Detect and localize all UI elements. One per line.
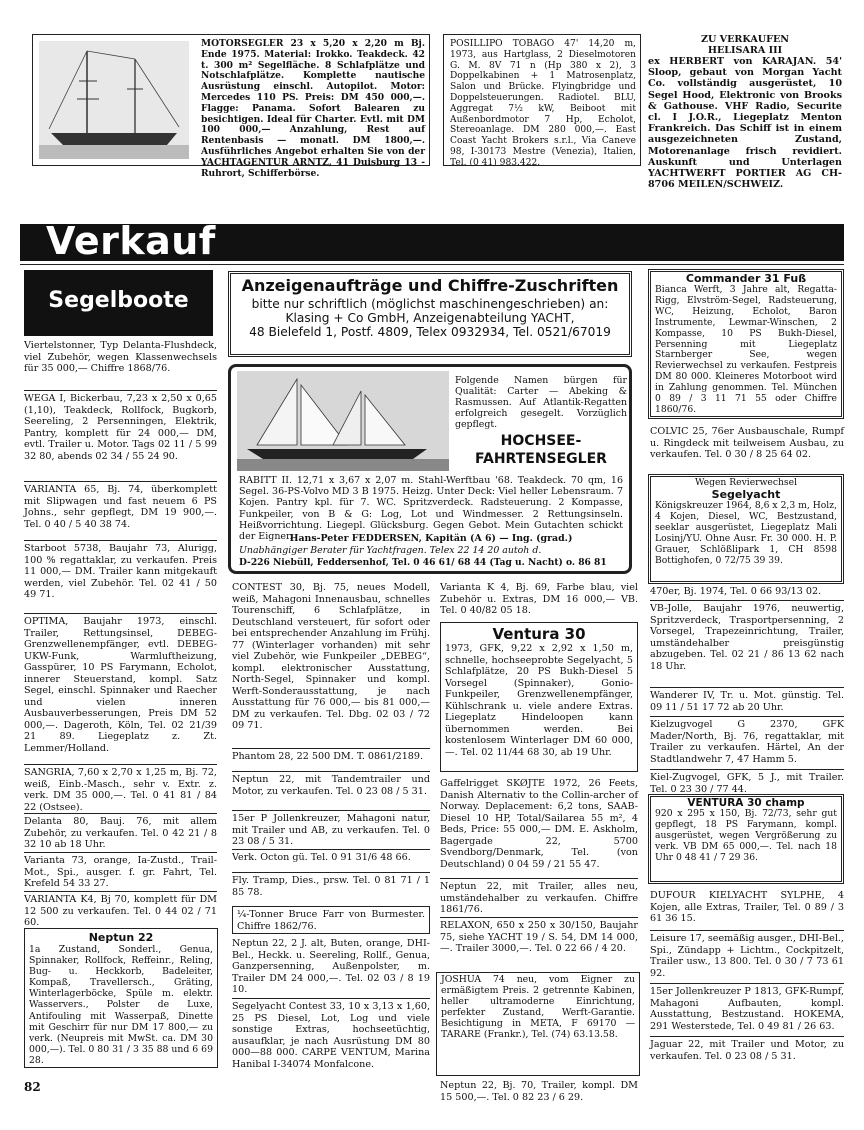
divider — [24, 390, 217, 391]
ad-posillipo-text: POSILLIPO TOBAGO 47' 14,20 m, 1973, aus Hartglass, 2 Dieselmotoren G. M. 8V 71 n (Hp 380 x 2), 3 Doppelkabinen + 1 Matrosenplatz, Salon und Brücke. Flyingbridge und Doppelsteuerungen. Radiotel. BLU, Aggregat 7½ kW, Beiboot mit Außenbordmotor 7 Hp, Echolot, Stereoanlage. DM 280 000,—. East Coast Yacht Brokers s.r.l., Via Caneve 98, I-30173 Mestre (Venezia), Italien, Tel. (0 41) 983.422. — [450, 39, 636, 168]
divider — [232, 998, 430, 999]
ad-neptun-heading: Neptun 22 — [88, 931, 154, 944]
ad-motorsegler-box — [32, 34, 430, 179]
ad-feddersen-title1: HOCHSEE- — [500, 433, 582, 449]
divider — [232, 771, 430, 772]
divider — [232, 872, 430, 873]
divider — [232, 849, 430, 850]
ad-fly-tramp: Fly. Tramp, Dies., prsw. Tel. 0 81 71 / 1 85 78. — [232, 875, 430, 898]
ad-segelyacht-box — [648, 474, 844, 584]
notice-title: Anzeigenaufträge und Chiffre-Zuschriften — [241, 276, 619, 295]
col2b-ads — [232, 938, 430, 1070]
ad-helisara-heading: ZU VERKAUFEN — [700, 34, 790, 45]
subsection-title: Segelboote — [48, 288, 189, 313]
ad-feddersen-sig1: Hans-Peter FEDDERSEN, Kapitän (A 6) — Ing. (grad.) — [289, 533, 573, 544]
ad-neptun-text: 1a Zustand, Sonderl., Genua, Spinnaker, Rollfock, Reffeinr., Reling, Bug- u. Heckkorb, Badeleiter, Kompaß, Travellersch., Gräting, Winterlagerböcke, Spüle m. elektr. Wasservers., Polster de Luxe, Antifouling mit Wasserpaß, Dinette mit Geschirr für nur DM 17 800,— zu verk. (Neupreis mit MwSt. ca. DM 30 000,—). Tel. 0 80 31 / 3 35 88 und 6 69 28. — [29, 944, 213, 1066]
ad-ventura-box — [440, 622, 638, 772]
divider — [232, 748, 430, 749]
ad-delanta: Delanta 80, Bauj. 76, mit allem Zubehör, zu verkaufen. Tel. 0 42 21 / 8 32 10 ab 18 Uhr. — [24, 816, 217, 850]
divider — [650, 1036, 844, 1037]
ad-segelyacht-heading: Segelyacht — [711, 488, 781, 501]
ad-ventura-heading: Ventura 30 — [492, 625, 586, 643]
banner-rule — [20, 264, 844, 265]
subsection-banner — [24, 270, 213, 336]
ad-jollenkreuzer-15er: 15er P Jollenkreuzer, Mahagoni natur, mit Trailer und AB, zu verkaufen. Tel. 0 23 08 / 5 31. — [232, 813, 430, 847]
divider — [232, 810, 430, 811]
ad-commander-box — [648, 269, 844, 419]
ad-ventura-champ-box — [648, 794, 844, 884]
notice-box — [228, 271, 632, 357]
ad-helisara-name: HELISARA III — [707, 45, 783, 56]
ad-contest-30: CONTEST 30, Bj. 75, neues Modell, weiß, Mahagoni Innenausbau, schnelles Tourenschiff, 6 Schlafplätze, in Deutschland versteuert, für sofort oder bei entsprechender Anzahlung im Frühj. 77 (Winterlager vorhanden) mit sehr viel Zubehör, wie Funkpeiler „DEBEG“, kompl. elektronischer Ausstattung, North-Segel, Spinnaker und kompl. Werft-Sonderausstattung, je nach Ausstattung für 76 000,— bis 81 000,— DM zu verkaufen. Tel. Dbg. 02 03 / 72 09 71. — [232, 582, 430, 731]
divider — [440, 917, 638, 918]
ad-feddersen-title2: FAHRTENSEGLER — [475, 451, 607, 467]
col4b-ads — [650, 890, 844, 1062]
ad-vb-jolle: VB-Jolle, Baujahr 1976, neuwertig, Spritzverdeck, Trasportpersenning, 2 Vorsegel, Trapezeinrichtung, Trailer, umständehalber preisgünstig abzugeben. Tel. 02 21 / 86 13 62 nach 18 Uhr. — [650, 603, 844, 672]
ad-colvic: COLVIC 25, 76er Ausbauschale, Rumpf u. Ringdeck mit teilweisem Ausbau, zu verkaufen. Tel. 0 30 / 8 25 64 02. — [650, 426, 844, 460]
section-title: Verkauf — [46, 219, 216, 263]
ad-commander-text: Bianca Werft, 3 Jahre alt, Regatta-Rigg, Elvström-Segel, Radsteuerung, WC, Heizung, Echolot, Baron Instrumente, Lewmar-Winschen, 2 Kompasse, 10 PS Bukh-Diesel, Persenning mit Liegeplatz Starnberger See, wegen Revierwechsel zu verkaufen. Festpreis DM 80 000. Kleineres Motorboot wird in Zahlung genommen. Tel. München 0 89 / 3 11 71 55 oder Chiffre 1860/76. — [655, 284, 837, 415]
col3b-ads — [440, 778, 638, 970]
divider — [24, 764, 217, 765]
ad-feddersen-text: RABITT II. 12,71 x 3,67 x 2,07 m. Stahl-Werftbau '68. Teakdeck. 70 qm, 16 Segel. 36-PS-Volvo MD 3 B 1975. Heizg. Unter Deck: Viel heller Lebensraum. 7 Kojen. Pantry kpl. für 7. WC. Spritzverdeck. Radsteuerung. 2 Kompasse, Funkpeiler, von B & G: Log, Lot und Windmesser. 2 Rettungsinseln. Heißvorrichtung. Liegepl. Glücksburg. Gegen Gebot. Mein Gutachten schickt der Eigner. — [239, 475, 623, 543]
ad-470er: 470er, Bj. 1974, Tel. 0 66 93/13 02. — [650, 586, 822, 597]
ad-feddersen-intro: Folgende Namen bürgen für Qualität: Carter — Abeking & Rasmussen. Auf Atlantik-Regatten erfolgreich gesegelt. Vorzüglich gepflegt. — [455, 375, 627, 430]
ad-segelyacht-text: Königskreuzer 1964, 8,6 x 2,3 m, Holz, 4 Kojen, Diesel, WC, Bestzustand, seeklar ausgerüstet, Liegeplatz Mali Losinj/YU. Ohne Ausr. Fr. 30 000. H. P. Grauer, Schlößlipark 1, CH 8598 Bottighofen, 0 72/75 39 39. — [655, 500, 837, 566]
ad-jollenkreuzer-p1813: 15er Jollenkreuzer P 1813, GFK-Rumpf, Mahagoni Aufbauten, kompl. Ausstattung, Bestzustand. HOKEMA, 291 Westerstede, Tel. 0 49 81 / 26 63. — [650, 986, 844, 1032]
sailing-ship-photo — [39, 41, 189, 159]
ad-joshua-box: JOSHUA 74 neu, vom Eigner zu ermäßigtem Preis. 2 getrennte Kabinen, heller ultramoderne Einrichtung, perfekter Zustand, Werft-Garantie. Besichtigung in META, F 69170 — TARARE (Frankr.), Tel. (74) 63.13.58. — [436, 972, 640, 1076]
ad-kiel-zugvogel: Kiel-Zugvogel, GFK, 5 J., mit Trailer. Tel. 0 23 30 / 77 44. — [650, 772, 844, 795]
ad-neptun-bj70: Neptun 22, Bj. 70, Trailer, kompl. DM 15 500,—. Tel. 0 82 23 / 6 29. — [440, 1080, 638, 1103]
ad-varianta-k4: VARIANTA K4, Bj 70, komplett für DM 12 500 zu verkaufen. Tel. 0 44 02 / 71 60. — [24, 894, 217, 928]
ad-contest-33: Segelyacht Contest 33, 10 x 3,13 x 1,60, 25 PS Diesel, Lot, Log und viele sonstige Extras, hochseetüchtig, ausaufklar, je nach Ausrüstung DM 80 000—88 000. CARPE VENTUM, Marina Hanibal I-34074 Monfalcone. — [232, 1001, 430, 1070]
ad-kielzugvogel: Kielzugvogel G 2370, GFK Mader/North, Bj. 76, regattaklar, mit Trailer zu verkaufen. Härtel, An der Stadtlandwehr 7, 47 Hamm 5. — [650, 719, 844, 765]
section-banner — [20, 219, 844, 263]
divider — [24, 813, 217, 814]
ad-neptun-2jalt: Neptun 22, 2 J. alt, Buten, orange, DHI-Bel., Heckk. u. Seereling, Rollf., Genua, Ganzpersenning, Außenpolster, m. Trailer DM 24 000,—. Tel. 02 03 / 8 19 10. — [232, 938, 430, 995]
notice-line1: bitte nur schriftlich (möglichst maschinengeschrieben) an: — [251, 297, 609, 311]
ad-ventura-champ-text: 920 x 295 x 150, Bj. 72/73, sehr gut gepflegt, 18 PS Farymann, kompl. ausgerüstet, wegen Vergrößerung zu verk. VB DM 65 000,—. Tel. nach 18 Uhr 0 48 41 / 7 29 36. — [655, 808, 837, 863]
divider — [650, 716, 844, 717]
ad-neptun-tandem: Neptun 22, mit Tandemtrailer und Motor, zu verkaufen. Tel. 0 23 08 / 5 31. — [232, 774, 430, 797]
ad-viertelstonner: Viertelstonner, Typ Delanta-Flushdeck, viel Zubehör, wegen Klassenwechsels für 35 000,— Chiffre 1868/76. — [24, 340, 217, 374]
ad-leisure: Leisure 17, seemäßig ausger., DHI-Bel., Spi., Zündapp + Lichtm., Cockpitzelt, Trailer usw., 13 800. Tel. 0 30 / 7 73 61 92. — [650, 933, 844, 979]
divider — [650, 600, 844, 601]
divider — [24, 613, 217, 614]
ad-ventura-champ-heading: VENTURA 30 champ — [687, 797, 805, 809]
ad-helisara-text: ex HERBERT von KARAJAN. 54' Sloop, gebaut von Morgan Yacht Co. vollständig ausgerüstet, 10 Segel Hood, Elektronic von Brooks & Gathouse. VHF Radio, Securite cl. I J.O.R., Liegeplatz Menton Frankreich. Das Schiff ist in einem ausgezeichneten Zustand, Motorenanlage frisch revidiert. Auskunft und Unterlagen YACHTWERFT PORTIER AG CH-8706 MEILEN/SCHWEIZ. — [648, 56, 842, 191]
ad-motorsegler-text: MOTORSEGLER 23 x 5,20 x 2,20 m Bj. Ende 1975. Material: Irokko. Teakdeck. 42 t. 300 m² Segelfläche. 8 Schlafplätze und Notschlafplätze. Komplette nautische Ausrüstung einschl. Autopilot. Motor: Mercedes 110 PS. Preis: DM 450 000,—. Flagge: Panama. Sofort Balearen zu besichtigen. Ideal für Charter. Evtl. mit DM 100 000,— Anzahlung, Rest auf Rentenbasis — monatl. DM 1800,—. Ausführliches Angebot erhalten Sie von der YACHTAGENTUR ARNTZ, 41 Duisburg 13 - Ruhrort, Schifferbörse. — [201, 38, 425, 179]
divider — [650, 769, 844, 770]
ad-varianta-k4-blau: Varianta K 4, Bj. 69, Farbe blau, viel Zubehör u. Extras, DM 16 000,— VB. Tel. 0 40/82 05 18. — [440, 582, 638, 616]
col2-ads — [232, 582, 430, 901]
ad-segelyacht-pre: Wegen Revierwechsel — [694, 477, 798, 488]
ad-jaguar: Jaguar 22, mit Trailer und Motor, zu verkaufen. Tel. 0 23 08 / 5 31. — [650, 1039, 844, 1062]
ad-relaxon: RELAXON, 650 x 250 x 30/150, Baujahr 75, siehe YACHT 19 / S. 54, DM 14 000,—. Trailer 3000,—. Tel. 0 22 66 / 4 20. — [440, 920, 638, 954]
ad-varianta-73: Varianta 73, orange, Ia-Zustd., Trail-Mot., Spi., ausger. f. gr. Fahrt, Tel. Krefeld 54 33 27. — [24, 855, 217, 889]
divider — [440, 878, 638, 879]
ad-wega: WEGA I, Bickerbau, 7,23 x 2,50 x 0,65 (1,10), Teakdeck, Rollfock, Bugkorb, Seereling, 2 Persenningen, Elektrik, Pantry, komplett für 24 000,— DM, evtl. Trailer u. Motor. Tags 02 11 / 5 99 32 80, abends 02 34 / 55 24 90. — [24, 393, 217, 462]
ad-skojte: Gaffelrigget SKØJTE 1972, 26 Feets, Danish Alternativ to the Collin-archer of Norway. Deplacement: 6,2 tons, SAAB-Diesel 10 HP, Total/Sailarea 55 m², 4 Beds, Price: 55 000,— DM. E. Askholm, Bagergade 22, 5700 Svendborg/Denmark, Tel. (von Deutschland) 0 04 59 / 21 55 47. — [440, 778, 638, 870]
divider — [650, 930, 844, 931]
page-number: 82 — [24, 1080, 41, 1094]
col4a-ads — [650, 586, 844, 796]
notice-line2: Klasing + Co GmbH, Anzeigenabteilung YACHT, — [285, 311, 575, 325]
yacht-photo — [237, 371, 449, 471]
ad-optima: OPTIMA, Baujahr 1973, einschl. Trailer, Rettungsinsel, DEBEG-Grenzwellenempfänger, evtl. DEBEG-UKW-Funk, Warmluftheizung, Gasspürer, 10 PS Farymann, Echolot, innerer Steuerstand, kompl. Satz Segel, einschl. Spinnaker und Raecher und vielen inneren Ausbauverbesserungen, Preis DM 52 000,—. Dageroth, Köln, Tel. 02 21/39 21 89. Liegeplatz z. Zt. Lemmer/Holland. — [24, 616, 217, 754]
ad-ventura-text: 1973, GFK, 9,22 x 2,92 x 1,50 m, schnelle, hochseeprobte Segelyacht, 5 Schlafplätze, 20 PS Bukh-Diesel 5 Vorsegel (Spinnaker), Gonio-Funkpeiler, Grenzwellenempfänger, Kühlschrank u. viele andere Extras. Liegeplatz Hindeloopen kann übernommen werden. Bei kostenlosem Winterlager DM 60 000,—. Tel. 02 11/44 68 30, ab 19 Uhr. — [445, 643, 633, 758]
ad-neptun-chiffre: Neptun 22, mit Trailer, alles neu, umständehalber zu verkaufen. Chiffre 1861/76. — [440, 881, 638, 915]
divider — [24, 540, 217, 541]
ad-sangria: SANGRIA, 7,60 x 2,70 x 1,25 m, Bj. 72, weiß, Einb.-Masch., sehr v. Extr. z. verk. DM 35 000,—. Tel. 0 41 81 / 84 22 (Ostsee). — [24, 767, 217, 813]
ad-neptun-box — [24, 928, 218, 1068]
divider — [24, 891, 217, 892]
ad-feddersen-box — [228, 364, 632, 574]
ad-posillipo-box — [443, 34, 641, 166]
ad-varianta-65: VARIANTA 65, Bj. 74, überkomplett mit Slipwagen und fast neuem 6 PS Johns., sehr gepflegt, DM 19 900,—. Tel. 0 40 / 5 40 38 74. — [24, 484, 217, 530]
divider — [650, 687, 844, 688]
ad-tonner-box: ¼-Tonner Bruce Farr von Burmester. Chiffre 1862/76. — [232, 906, 430, 934]
ad-starboot: Starboot 5738, Baujahr 73, Alurigg, 100 % regattaklar, zu verkaufen. Preis 11 000,— DM. Trailer kann mitgekauft werden, viel Zubehör. Tel. 02 41 / 50 49 71. — [24, 543, 217, 600]
divider — [24, 852, 217, 853]
ad-feddersen-sig2: Unabhängiger Berater für Yachtfragen. Telex 22 14 20 autoh d. — [239, 545, 542, 556]
col1-ads — [24, 340, 217, 928]
divider — [650, 983, 844, 984]
divider — [24, 481, 217, 482]
ad-wanderer: Wanderer IV, Tr. u. Mot. günstig. Tel. 09 11 / 51 17 72 ab 20 Uhr. — [650, 690, 844, 713]
ad-phantom: Phantom 28, 22 500 DM. T. 0861/2189. — [232, 751, 424, 762]
ad-feddersen-sig3: D-226 Niebüll, Feddersenhof, Tel. 0 46 61/ 68 44 (Tag u. Nacht) o. 86 81 — [239, 557, 607, 568]
notice-line3: 48 Bielefeld 1, Postf. 4809, Telex 0932934, Tel. 0521/67019 — [249, 325, 611, 339]
ad-commander-heading: Commander 31 Fuß — [685, 272, 807, 285]
ad-octon: Verk. Octon gü. Tel. 0 91 31/6 48 66. — [232, 852, 411, 863]
ad-dufour: DUFOUR KIELYACHT SYLPHE, 4 Kojen, alle Extras, Trailer, Tel. 0 89 / 3 61 36 15. — [650, 890, 844, 924]
ad-helisara — [648, 34, 842, 191]
